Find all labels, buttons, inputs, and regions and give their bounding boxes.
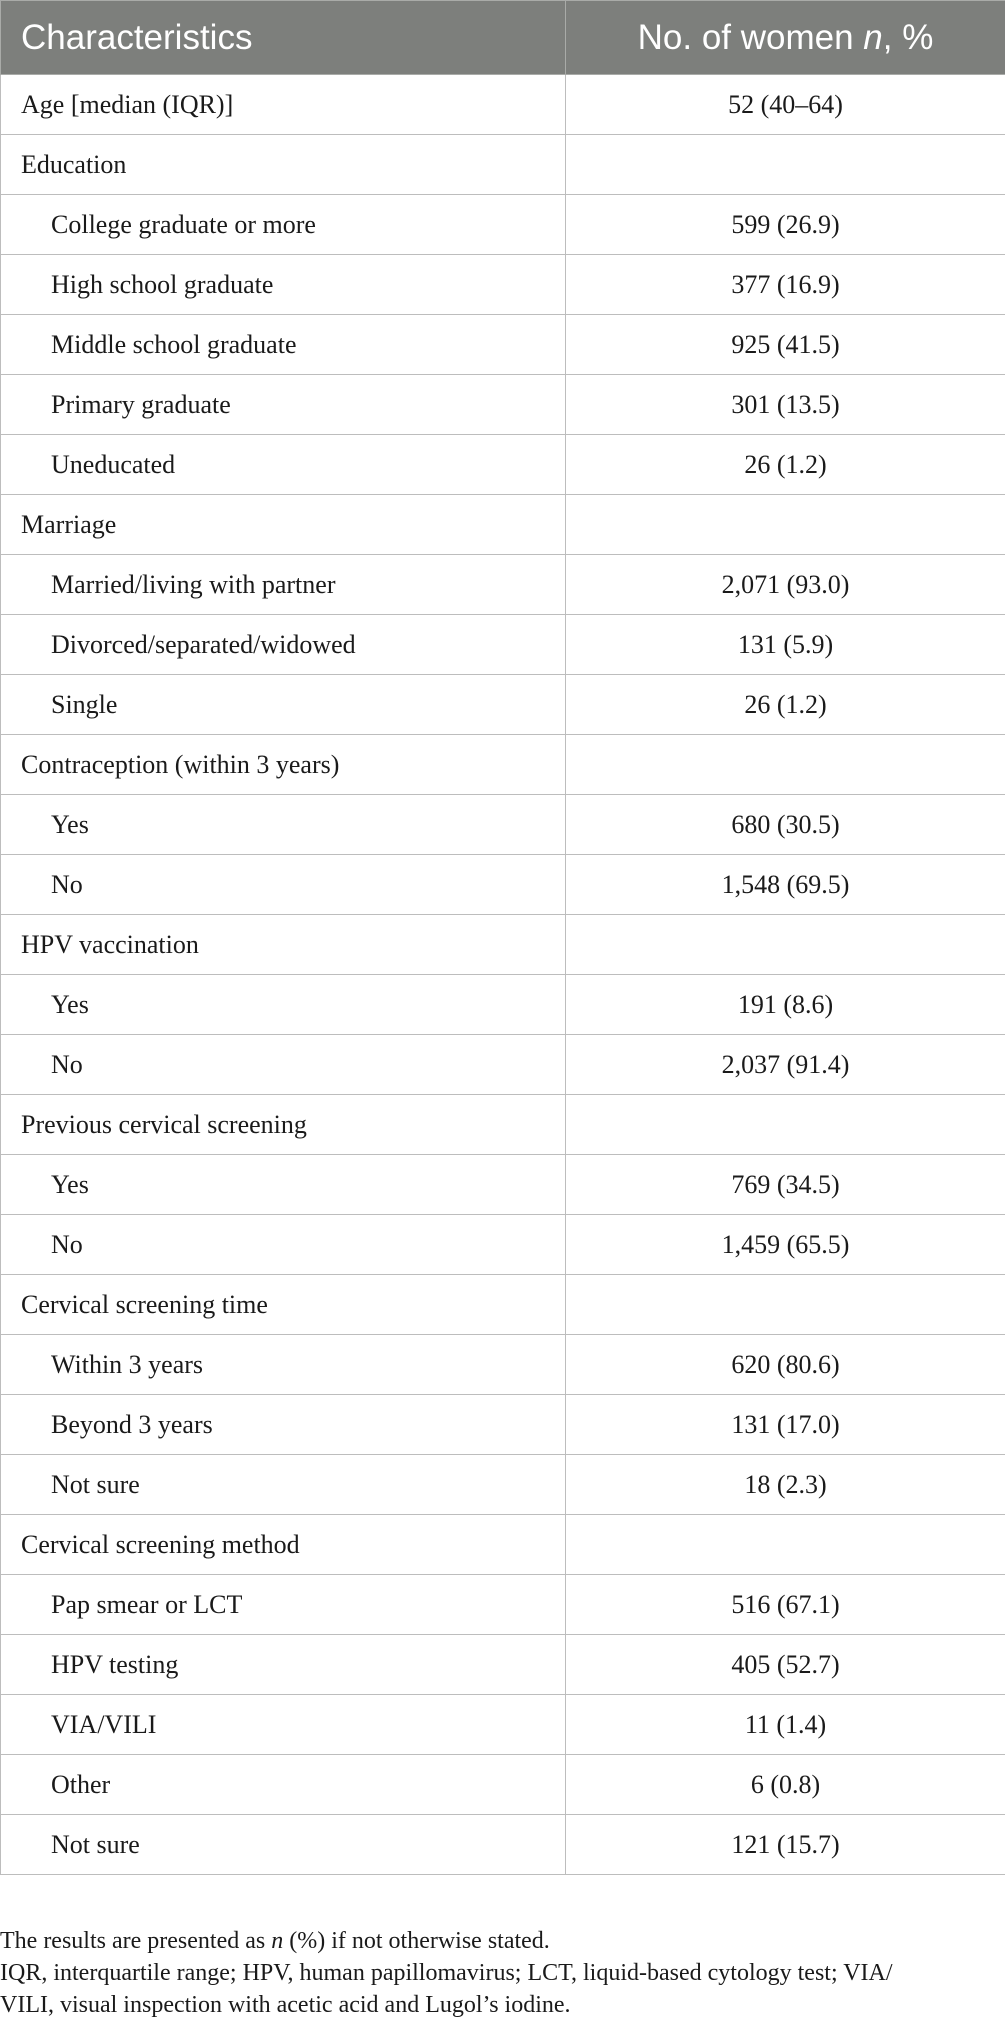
table-group-row [1,135,1005,195]
table-row [1,1155,1005,1215]
row-label: Not sure [1,1815,566,1875]
row-value: 26 (1.2) [566,435,1005,495]
row-label: Contraception (within 3 years) [1,735,566,795]
row-value: 191 (8.6) [566,975,1005,1035]
row-value [566,1275,1005,1335]
row-value: 680 (30.5) [566,795,1005,855]
row-label: Marriage [1,495,566,555]
row-value: 131 (17.0) [566,1395,1005,1455]
row-value: 18 (2.3) [566,1455,1005,1515]
table-row [1,675,1005,735]
row-label: VIA/VILI [1,1695,566,1755]
table-row [1,1815,1005,1875]
row-label: Primary graduate [1,375,566,435]
row-label: No [1,855,566,915]
table-row [1,1395,1005,1455]
table-row [1,1755,1005,1815]
table-header [1,1,1005,75]
table-group-row [1,75,1005,135]
row-value: 377 (16.9) [566,255,1005,315]
row-value: 26 (1.2) [566,675,1005,735]
row-label: Previous cervical screening [1,1095,566,1155]
footnote-results-italic: n [271,1928,284,1954]
table-row [1,795,1005,855]
table-row [1,435,1005,495]
row-label: Within 3 years [1,1335,566,1395]
row-label: Not sure [1,1455,566,1515]
table-footnotes [0,1925,1000,2021]
row-label: Other [1,1755,566,1815]
row-label: Beyond 3 years [1,1395,566,1455]
row-label: College graduate or more [1,195,566,255]
header-col2-italic: n [863,17,883,57]
row-value: 301 (13.5) [566,375,1005,435]
row-label: Education [1,135,566,195]
row-label: High school graduate [1,255,566,315]
row-value: 599 (26.9) [566,195,1005,255]
row-value: 52 (40–64) [566,75,1005,135]
footnote-abbreviations-2: VILI, visual inspection with acetic acid and Lugol’s iodine. [0,1992,571,2018]
row-value: 2,071 (93.0) [566,555,1005,615]
row-value: 121 (15.7) [566,1815,1005,1875]
row-label: No [1,1215,566,1275]
row-label: HPV testing [1,1635,566,1695]
row-value: 6 (0.8) [566,1755,1005,1815]
row-value: 516 (67.1) [566,1575,1005,1635]
row-label: Yes [1,795,566,855]
table-row [1,255,1005,315]
table-row [1,1335,1005,1395]
row-value: 620 (80.6) [566,1335,1005,1395]
row-label: Married/living with partner [1,555,566,615]
row-label: Single [1,675,566,735]
table-row [1,1035,1005,1095]
row-label: Uneducated [1,435,566,495]
header-number-of-women [566,1,1005,75]
table-row [1,1635,1005,1695]
row-value: 11 (1.4) [566,1695,1005,1755]
row-value: 1,548 (69.5) [566,855,1005,915]
row-value: 925 (41.5) [566,315,1005,375]
row-value: 405 (52.7) [566,1635,1005,1695]
table-row [1,1575,1005,1635]
row-value: 769 (34.5) [566,1155,1005,1215]
header-col2-prefix: No. of women [637,17,864,57]
row-value [566,495,1005,555]
header-characteristics: Characteristics [1,1,566,75]
table-row [1,375,1005,435]
table-row [1,615,1005,675]
table-group-row [1,1275,1005,1335]
table-row [1,315,1005,375]
row-label: Age [median (IQR)] [1,75,566,135]
table-row [1,1695,1005,1755]
row-label: Yes [1,975,566,1035]
table-group-row [1,1515,1005,1575]
table-group-row [1,915,1005,975]
table-row [1,975,1005,1035]
header-col2-suffix: , % [882,17,934,57]
table-body [1,75,1005,1875]
table-row [1,195,1005,255]
table-group-row [1,1095,1005,1155]
footnote-abbreviations-1: IQR, interquartile range; HPV, human papillomavirus; LCT, liquid-based cytology test; VIA/ [0,1960,893,1986]
row-value [566,135,1005,195]
row-label: Pap smear or LCT [1,1575,566,1635]
table-row [1,555,1005,615]
row-label: Yes [1,1155,566,1215]
table-row [1,1455,1005,1515]
header-row [1,1,1005,75]
row-value: 131 (5.9) [566,615,1005,675]
row-value [566,735,1005,795]
footnote-results [0,1925,1000,1957]
table-group-row [1,735,1005,795]
row-value: 1,459 (65.5) [566,1215,1005,1275]
row-label: Divorced/separated/widowed [1,615,566,675]
row-value [566,915,1005,975]
row-label: Cervical screening method [1,1515,566,1575]
footnote-results-prefix: The results are presented as [0,1928,272,1954]
row-label: No [1,1035,566,1095]
row-label: Middle school graduate [1,315,566,375]
footnote-results-suffix: (%) if not otherwise stated. [283,1928,550,1954]
table-group-row [1,495,1005,555]
row-value: 2,037 (91.4) [566,1035,1005,1095]
row-value [566,1095,1005,1155]
row-label: Cervical screening time [1,1275,566,1335]
table-row [1,855,1005,915]
row-value [566,1515,1005,1575]
table-row [1,1215,1005,1275]
row-label: HPV vaccination [1,915,566,975]
